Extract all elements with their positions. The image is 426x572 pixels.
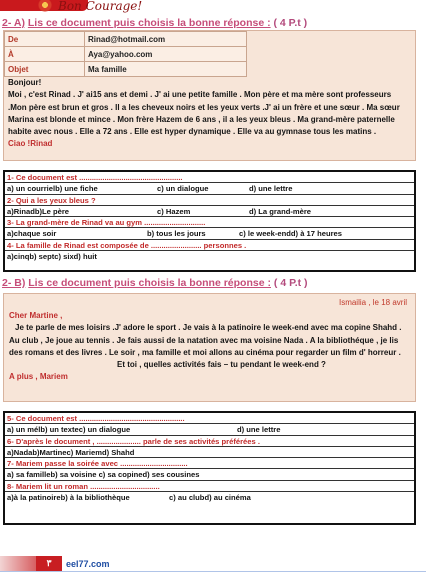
answer-option[interactable]: c) un dialogue [157,184,209,194]
answer-option[interactable]: c) le week-endd) à 17 heures [239,229,342,239]
answer-option[interactable]: b) tous les jours [147,229,206,239]
answer-option[interactable]: a)cinqb) septc) sixd) huit [7,252,97,262]
header-label: De [5,32,85,47]
questions-b-box [3,411,416,525]
flower-icon [36,0,54,12]
letter-question: Et toi , quelles activités fais – tu pendant le week-end ? [117,360,326,370]
section-a-number: 2- A) [2,17,25,29]
letter-text: Je te parle de mes loisirs .J' adore le sport . Je vais à la patinoire le week-end avec ma copine Shahd . Au club , Je joue au tennis . Je fais aussi de la natation avec ma voisine Nada . A la bibliothéque , je lis des romans et des livres . Le soir , ma famille et moi allons au cinéma pour regarder un film d' horreur . [9,323,402,357]
letter-body [9,310,410,384]
answer-options [5,251,414,262]
section-b-instruction: Lis ce document puis choisis la bonne réponse : [28,277,271,289]
answer-option[interactable]: c) Hazem [157,206,191,216]
top-banner [0,0,426,16]
question-text: 6- D'après le document , ..................... parle de ses activités préférées . [5,436,414,447]
answer-options [5,206,414,217]
question-text: 5- Ce document est .................................................. [5,413,414,424]
banner-text: Bon Courage! [58,0,143,13]
answer-option[interactable]: c) au clubd) au cinéma [169,493,251,503]
question-text: 8- Mariem lit un roman ................................. [5,481,414,492]
answer-option[interactable]: a)chaque soir [7,229,57,239]
answer-option[interactable]: d) une lettre [237,425,281,435]
letter-document [3,293,416,402]
email-document [3,30,416,161]
email-header-row [5,32,247,47]
answer-options [5,183,414,194]
answer-option[interactable]: a)à la patinoireb) à la bibliothèque [7,493,130,503]
footer-site: eel77.com [66,559,110,569]
header-value: Rinad@hotmail.com [85,32,247,47]
section-b-points: ( 4 P.t ) [273,277,308,289]
section-b-title [2,277,308,289]
email-body [8,77,411,151]
header-value: Aya@yahoo.com [85,47,247,62]
letter-closing: A plus , Mariem [9,372,68,382]
section-a-title [2,17,307,29]
email-header-table [4,31,247,77]
email-header-row [5,47,247,62]
question-text: 1- Ce document est ................................................. [5,172,414,183]
header-label: À [5,47,85,62]
questions-a-box [3,170,416,272]
answer-options [5,424,414,435]
answer-option[interactable]: a)Nadab)Martinec) Mariemd) Shahd [7,447,135,457]
answer-options [5,228,414,239]
answer-option[interactable]: d) une lettre [249,184,293,194]
answer-option[interactable]: d) La grand-mère [249,206,312,216]
answer-option[interactable]: a)Rinadb)Le père [7,206,70,216]
email-text: Moi , c'est Rinad . J' ai15 ans et demi . J' ai une petite famille . Mon père et ma mère sont professeurs .Mon père est brun et gros . Il a les cheveux noirs et les yeux verts .J' ai un frère et une sœur . Ma sœur Marina est blonde et mince . Mon frère Hazem de 6 ans , il a les yeux bleus . Ma grand-mère paternelle habite avec nous . Elle a 72 ans . Elle est hyper dynamique . Elle va au gymnase tous les matins . [8,90,400,137]
section-b-number: 2- B) [2,277,26,289]
email-header-row [5,62,247,77]
question-text: 7- Mariem passe la soirée avec ................................ [5,458,414,469]
letter-salutation: Cher Martine , [9,311,63,320]
letter-date: Ismailia , le 18 avril [338,298,407,307]
email-closing: Ciao !Rinad [8,139,53,149]
header-label: Objet [5,62,85,77]
section-a-points: ( 4 P.t ) [273,17,308,29]
answer-options [5,469,414,480]
page-number: ٣ [36,556,62,571]
email-greeting: Bonjour! [8,78,42,87]
section-a-instruction: Lis ce document puis choisis la bonne réponse : [27,17,271,29]
answer-option[interactable]: a) un courrielb) une fiche [7,184,98,194]
answer-option[interactable]: a) un mélb) un textec) un dialogue [7,425,131,435]
question-text: 2- Qui a les yeux bleus ? [5,195,414,206]
question-text: 3- La grand-mère de Rinad va au gym ............................. [5,217,414,228]
header-value: Ma famille [85,62,247,77]
answer-options [5,492,414,503]
answer-options [5,447,414,458]
question-text: 4- La famille de Rinad est composée de ........................ personnes . [5,240,414,251]
answer-option[interactable]: a) sa familleb) sa voisine c) sa copined) ses cousines [7,470,200,480]
